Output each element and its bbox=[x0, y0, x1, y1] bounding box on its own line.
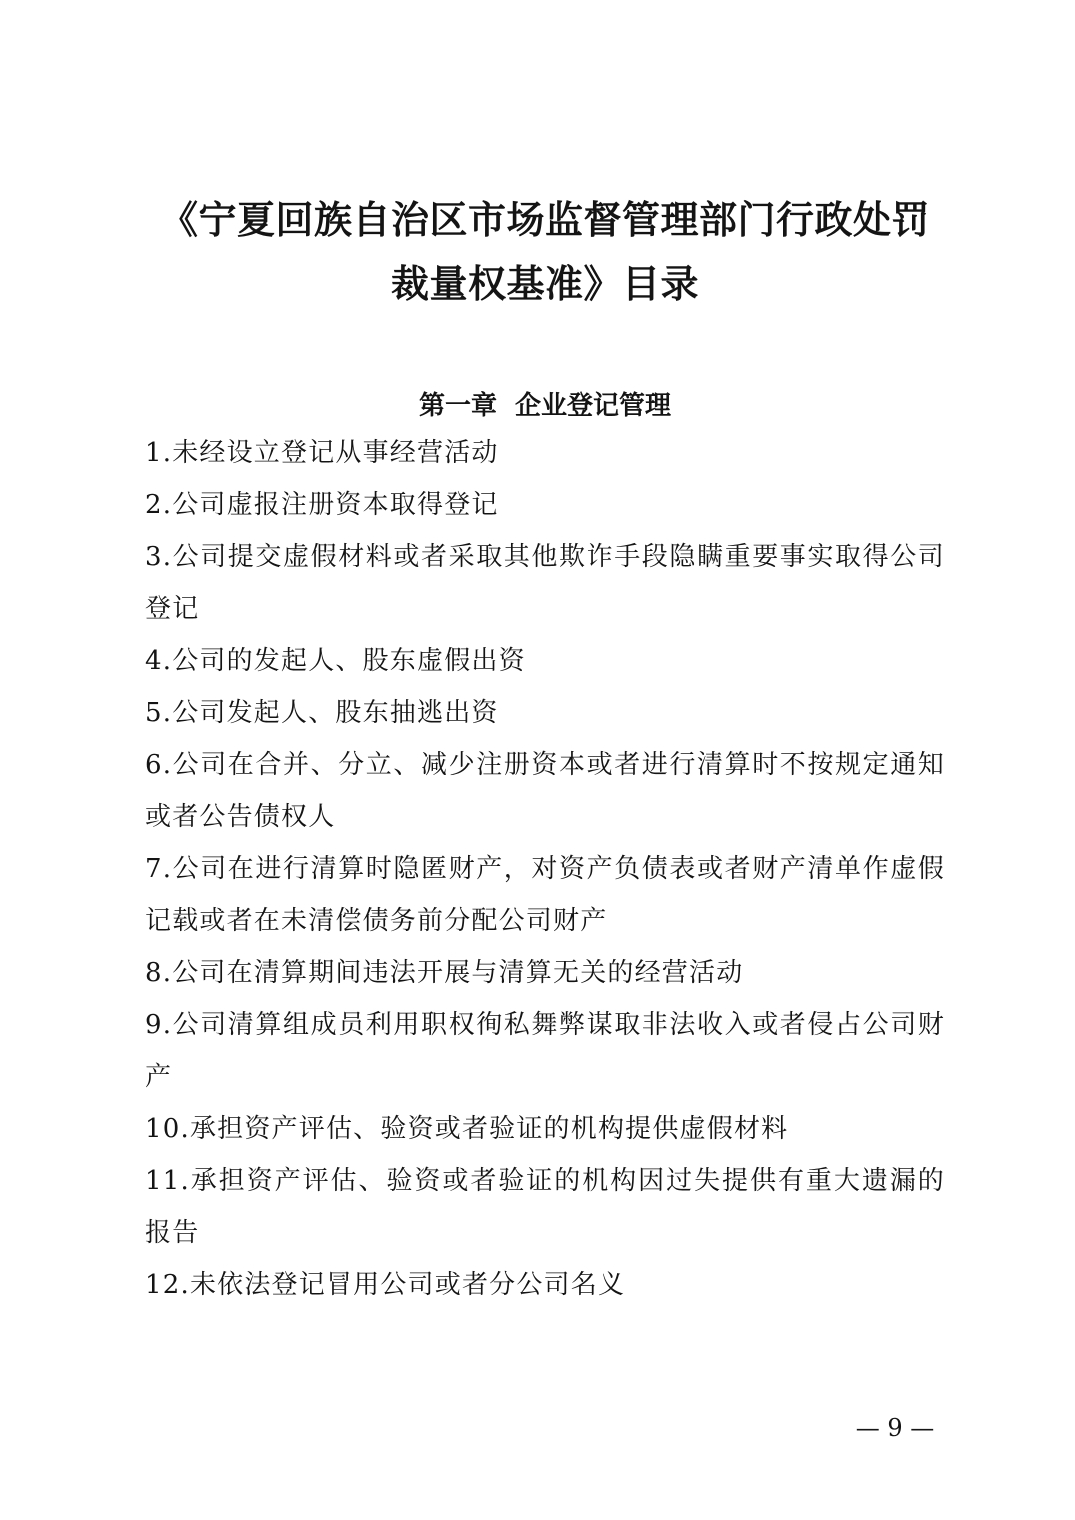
list-item: 1.未经设立登记从事经营活动 bbox=[145, 438, 499, 468]
list-item: 6.公司在合并、分立、减少注册资本或者进行清算时不按规定通知或者公告债权人 bbox=[145, 750, 945, 832]
list-item: 9.公司清算组成员利用职权徇私舞弊谋取非法收入或者侵占公司财产 bbox=[145, 1010, 945, 1092]
list-item: 4.公司的发起人、股东虚假出资 bbox=[145, 646, 526, 676]
list-item: 12.未依法登记冒用公司或者分公司名义 bbox=[145, 1270, 626, 1300]
list-item: 2.公司虚报注册资本取得登记 bbox=[145, 490, 499, 520]
list-item: 5.公司发起人、股东抽逃出资 bbox=[145, 698, 499, 728]
title-line-2: 裁量权基准》目录 bbox=[390, 261, 699, 306]
item-list bbox=[145, 427, 945, 1311]
list-item: 10.承担资产评估、验资或者验证的机构提供虚假材料 bbox=[145, 1114, 789, 1144]
chapter-heading: 第一章 企业登记管理 bbox=[418, 391, 672, 421]
list-item: 3.公司提交虚假材料或者采取其他欺诈手段隐瞒重要事实取得公司登记 bbox=[145, 542, 945, 624]
list-item: 7.公司在进行清算时隐匿财产，对资产负债表或者财产清单作虚假记载或者在未清偿债务前分配公司财产 bbox=[145, 854, 945, 936]
list-item: 11.承担资产评估、验资或者验证的机构因过失提供有重大遗漏的报告 bbox=[145, 1166, 945, 1248]
page-number: — 9 — bbox=[855, 1414, 935, 1442]
list-item: 8.公司在清算期间违法开展与清算无关的经营活动 bbox=[145, 958, 744, 988]
document-title bbox=[140, 188, 950, 316]
title-line-1: 《宁夏回族自治区市场监督管理部门行政处罚 bbox=[159, 197, 930, 242]
